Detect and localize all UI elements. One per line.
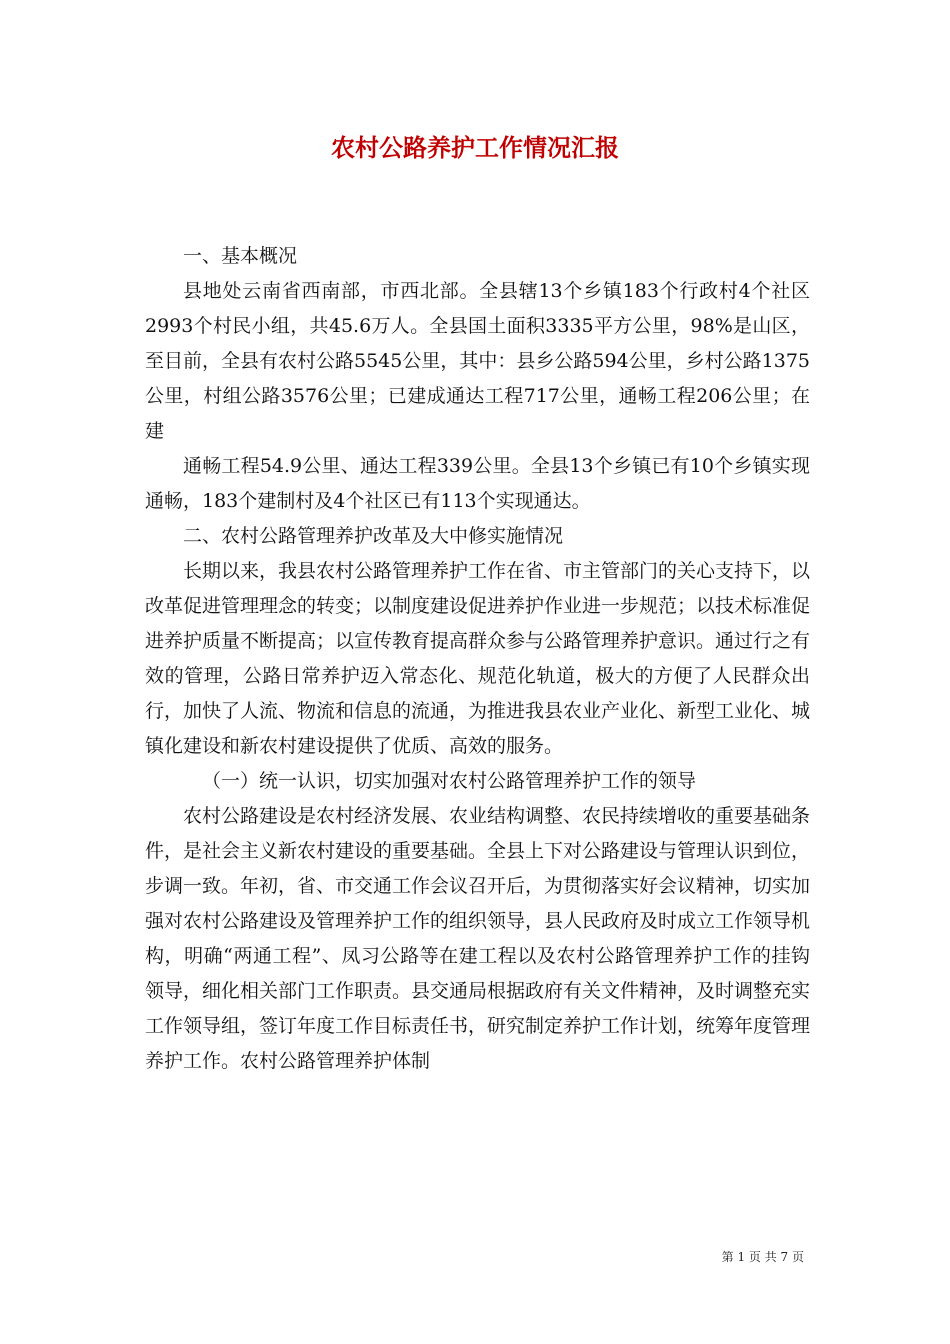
section-heading-reform: 二、农村公路管理养护改革及大中修实施情况 — [183, 525, 564, 547]
paragraph-overview-continued: 通畅工程54.9公里、通达工程339公里。全县13个乡镇已有10个乡镇实现通畅，183个建制村及4个社区已有113个实现通达。 — [145, 455, 810, 512]
paragraph-leadership: 农村公路建设是农村经济发展、农业结构调整、农民持续增收的重要基础条件，是社会主义新农村建设的重要基础。全县上下对公路建设与管理认识到位，步调一致。年初，省、市交通工作会议召开后，为贯彻落实好会议精神，切实加强对农村公路建设及管理养护工作的组织领导，县人民政府及时成立工作领导机构，明确“两通工程”、凤习公路等在建工程以及农村公路管理养护工作的挂钩领导，细化相关部门工作职责。县交通局根据政府有关文件精神，及时调整充实工作领导组，签订年度工作目标责任书，研究制定养护工作计划，统筹年度管理养护工作。农村公路管理养护体制 — [145, 805, 811, 1072]
section-heading-basic-overview: 一、基本概况 — [183, 245, 298, 267]
paragraph-reform: 长期以来，我县农村公路管理养护工作在省、市主管部门的关心支持下，以改革促进管理理念的转变；以制度建设促进养护作业进一步规范；以技术标准促进养护质量不断提高；以宣传教育提高群众参与公路管理养护意识。通过行之有效的管理，公路日常养护迈入常态化、规范化轨道，极大的方便了人民群众出行，加快了人流、物流和信息的流通，为推进我县农业产业化、新型工业化、城镇化建设和新农村建设提供了优质、高效的服务。 — [145, 560, 811, 757]
document-body — [145, 239, 810, 1079]
subsection-heading-leadership: （一）统一认识，切实加强对农村公路管理养护工作的领导 — [202, 770, 697, 792]
page-number: 第 1 页 共 7 页 — [721, 1250, 804, 1264]
paragraph-overview: 县地处云南省西南部，市西北部。全县辖13个乡镇183个行政村4个社区2993个村民小组，共45.6万人。全县国土面积3335平方公里，98%是山区，至目前，全县有农村公路5545公里，其中：县乡公路594公里，乡村公路1375公里，村组公路3576公里；已建成通达工程717公里，通畅工程206公里；在建 — [145, 280, 810, 442]
document-title: 农村公路养护工作情况汇报 — [331, 133, 619, 162]
